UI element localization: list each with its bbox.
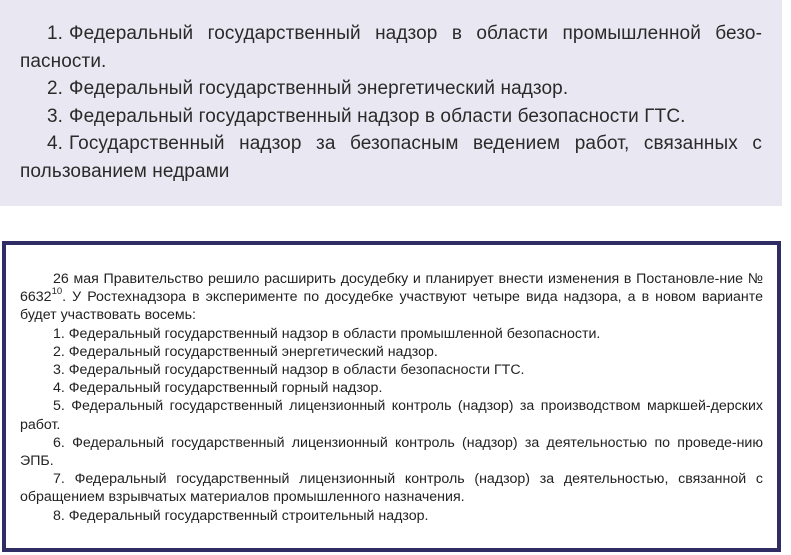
box-list-item: 4. Федеральный государственный горный надзор. (53, 380, 383, 397)
list-item (20, 20, 762, 75)
list-item-number: 4. (47, 133, 64, 154)
box-list-item: 3. Федеральный государственный надзор в области безопасности ГТС. (53, 362, 525, 379)
box-intro-text-continued: . У Ростехнадзора в эксперименте по досудебке участвуют четыре вида надзора, а в новом варианте будет участвовать восемь: (20, 289, 763, 324)
list-item-text: Государственный надзор за безопасным ведением работ, связанных с пользованием недрами (20, 133, 762, 182)
box-list-item: 5. Федеральный государственный лицензионный контроль (надзор) за производством маркшей-дерских работ. (20, 398, 763, 433)
list-item-number: 1. (47, 23, 64, 44)
box-list-item: 8. Федеральный государственный строительный надзор. (53, 507, 429, 524)
list-item-text: Федеральный государственный надзор в области безопасности ГТС. (69, 105, 686, 127)
box-intro-paragraph (20, 270, 763, 325)
bordered-note-box (2, 241, 781, 552)
list-item-text: Федеральный государственный надзор в области промышленной безо-пасности. (20, 23, 762, 72)
box-list-item: 6. Федеральный государственный лицензионный контроль (надзор) за деятельностью по проведе-нию ЭПБ. (20, 434, 763, 470)
list-item-number: 2. (47, 78, 64, 99)
box-list-item: 2. Федеральный государственный энергетический надзор. (53, 343, 438, 360)
list-item (20, 103, 762, 131)
box-intro-text: 26 мая Правительство решило расширить досудебку и планирует внести изменения в Постановле-ние № 6632 (20, 271, 763, 306)
footnote-reference[interactable]: 10 (51, 286, 63, 298)
highlight-panel (0, 0, 782, 206)
list-item (20, 75, 762, 103)
list-item-text: Федеральный государственный энергетический надзор. (69, 78, 569, 99)
list-item-number: 3. (47, 105, 64, 127)
box-list-item: 1. Федеральный государственный надзор в области промышленной безопасности. (53, 325, 601, 342)
list-item (20, 130, 762, 185)
box-list-item: 7. Федеральный государственный лицензионный контроль (надзор) за деятельностью, связанной с обращением взрывчатых материалов промышленного назначения. (20, 471, 763, 506)
